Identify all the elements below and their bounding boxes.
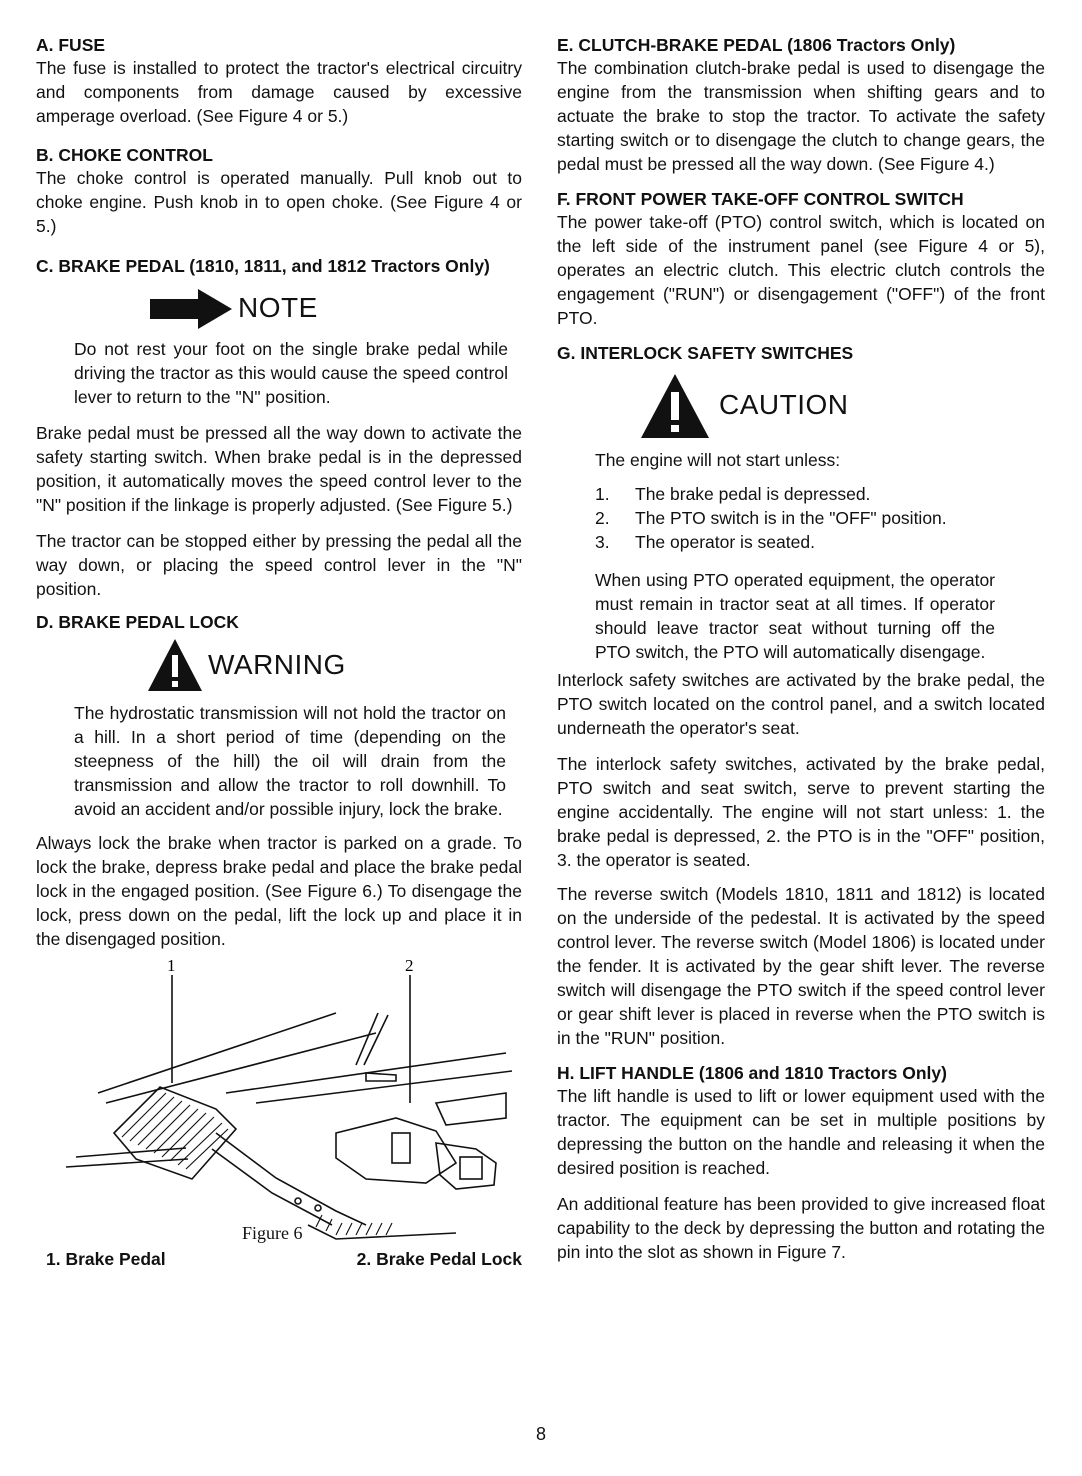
section-body: Brake pedal must be pressed all the way down to activate the safety starting switch. When brake pedal is in the depressed position, it automatically moves the speed control lever to the "N" position if the linkage is properly adjusted. (See Figure 5.) (36, 423, 522, 515)
section-body: The choke control is operated manually. Pull knob out to choke engine. Push knob in to open choke. (See Figure 4 or 5.) (36, 168, 522, 236)
figure-caption (46, 1249, 522, 1270)
arrow-right-icon (148, 287, 234, 329)
section-heading: B. CHOKE CONTROL (36, 145, 213, 165)
section-heading: D. BRAKE PEDAL LOCK (36, 612, 239, 632)
caution-list (595, 482, 995, 554)
list-item: 3. The operator is seated. (595, 532, 815, 552)
section-body: The interlock safety switches, activated by the brake pedal, PTO switch and seat switch, serve to prevent starting the engine accidentally. The engine will not start unless: 1. the brake pedal is depressed, 2. the PTO is in the "OFF" position, 3. the operator is seated. (557, 754, 1045, 870)
section-body: Interlock safety switches are activated by the brake pedal, the PTO switch located on the control panel, and a switch located underneath the operator's seat. (557, 670, 1045, 738)
figure-6 (36, 953, 522, 1243)
caption-item: 1. Brake Pedal (46, 1249, 166, 1269)
section-body: The power take-off (PTO) control switch, which is located on the left side of the instrument panel (see Figure 4 or 5), operates an electric clutch. This electric clutch controls the engagement ("RUN") or disengagement ("OFF") of the front PTO. (557, 212, 1045, 328)
section-interlock (557, 342, 1045, 1050)
right-column (557, 34, 1045, 1280)
caution-body (595, 448, 995, 664)
note-callout (148, 287, 522, 329)
section-heading: H. LIFT HANDLE (1806 and 1810 Tractors Only) (557, 1063, 947, 1083)
warning-triangle-icon (146, 637, 204, 693)
warning-label: WARNING (208, 649, 346, 680)
section-fuse (36, 34, 522, 128)
warning-callout (146, 637, 522, 693)
list-item: 2. The PTO switch is in the "OFF" position. (595, 508, 947, 528)
section-body: Always lock the brake when tractor is parked on a grade. To lock the brake, depress brake pedal and place the brake pedal lock in the engaged position. (See Figure 6.) To disengage the lock, press down on the pedal, lift the lock up and place it in the disengaged position. (36, 833, 522, 949)
section-brake-pedal (36, 254, 522, 601)
section-body: The lift handle is used to lift or lower equipment used with the tractor. The equipment can be set in multiple positions by depressing the button on the handle and releasing it when the desired position is reached. (557, 1086, 1045, 1178)
section-lift-handle (557, 1062, 1045, 1264)
note-label: NOTE (238, 292, 318, 323)
caution-intro: The engine will not start unless: (595, 450, 841, 470)
section-heading: G. INTERLOCK SAFETY SWITCHES (557, 343, 854, 363)
section-body: The reverse switch (Models 1810, 1811 and 1812) is located on the underside of the pedestal. It is activated by the speed control lever. The reverse switch (Model 1806) is located under the fender. It is activated by the gear shift lever. The reverse switch will disengage the PTO switch if the speed control lever or gear shift lever is placed in reverse when the PTO switch is in the "RUN" position. (557, 884, 1045, 1048)
caption-item: 2. Brake Pedal Lock (356, 1249, 522, 1269)
figure-title: Figure 6 (242, 1223, 303, 1243)
section-heading: A. FUSE (36, 35, 106, 55)
section-choke (36, 144, 522, 238)
note-text: Do not rest your foot on the single brake pedal while driving the tractor as this would cause the speed control lever to return to the "N" position. (74, 339, 508, 407)
section-body: The tractor can be stopped either by pressing the pedal all the way down, or placing the speed control lever in the "N" position. (36, 531, 522, 599)
left-column (36, 34, 522, 1270)
section-body: The fuse is installed to protect the tractor's electrical circuitry and components from damage caused by excessive amperage overload. (See Figure 4 or 5.) (36, 58, 522, 126)
callout-2: 2 (405, 956, 414, 975)
caution-label: CAUTION (719, 389, 849, 420)
list-item: 1. The brake pedal is depressed. (595, 484, 871, 504)
brake-pedal-illustration (36, 953, 522, 1243)
caution-text: When using PTO operated equipment, the operator must remain in tractor seat at all times. If operator should leave tractor seat without turning off the PTO switch, the PTO will automatically disengage. (595, 570, 995, 662)
section-clutch-brake (557, 34, 1045, 176)
section-pto (557, 188, 1045, 330)
callout-1: 1 (167, 956, 176, 975)
page-number: 8 (535, 1424, 546, 1444)
section-heading: C. BRAKE PEDAL (1810, 1811, and 1812 Tractors Only) (36, 256, 490, 276)
section-heading: E. CLUTCH-BRAKE PEDAL (1806 Tractors Only) (557, 35, 956, 55)
section-heading: F. FRONT POWER TAKE-OFF CONTROL SWITCH (557, 189, 964, 209)
section-brake-lock (36, 611, 522, 951)
warning-text: The hydrostatic transmission will not hold the tractor on a hill. In a short period of time (depending on the steepness of the hill) the oil will drain from the transmission and allow the tractor to roll downhill. To avoid an accident and/or possible injury, lock the brake. (74, 703, 506, 819)
caution-triangle-icon (639, 370, 719, 440)
section-body: An additional feature has been provided to give increased float capability to the deck by depressing the button and rotating the pin into the slot as shown in Figure 7. (557, 1194, 1045, 1262)
section-body: The combination clutch-brake pedal is used to disengage the engine from the transmission when shifting gears and to actuate the brake to stop the tractor. To activate the safety starting switch or to disengage the clutch to change gears, the pedal must be pressed all the way down. (See Figure 4.) (557, 58, 1045, 174)
caution-callout (639, 370, 1045, 440)
